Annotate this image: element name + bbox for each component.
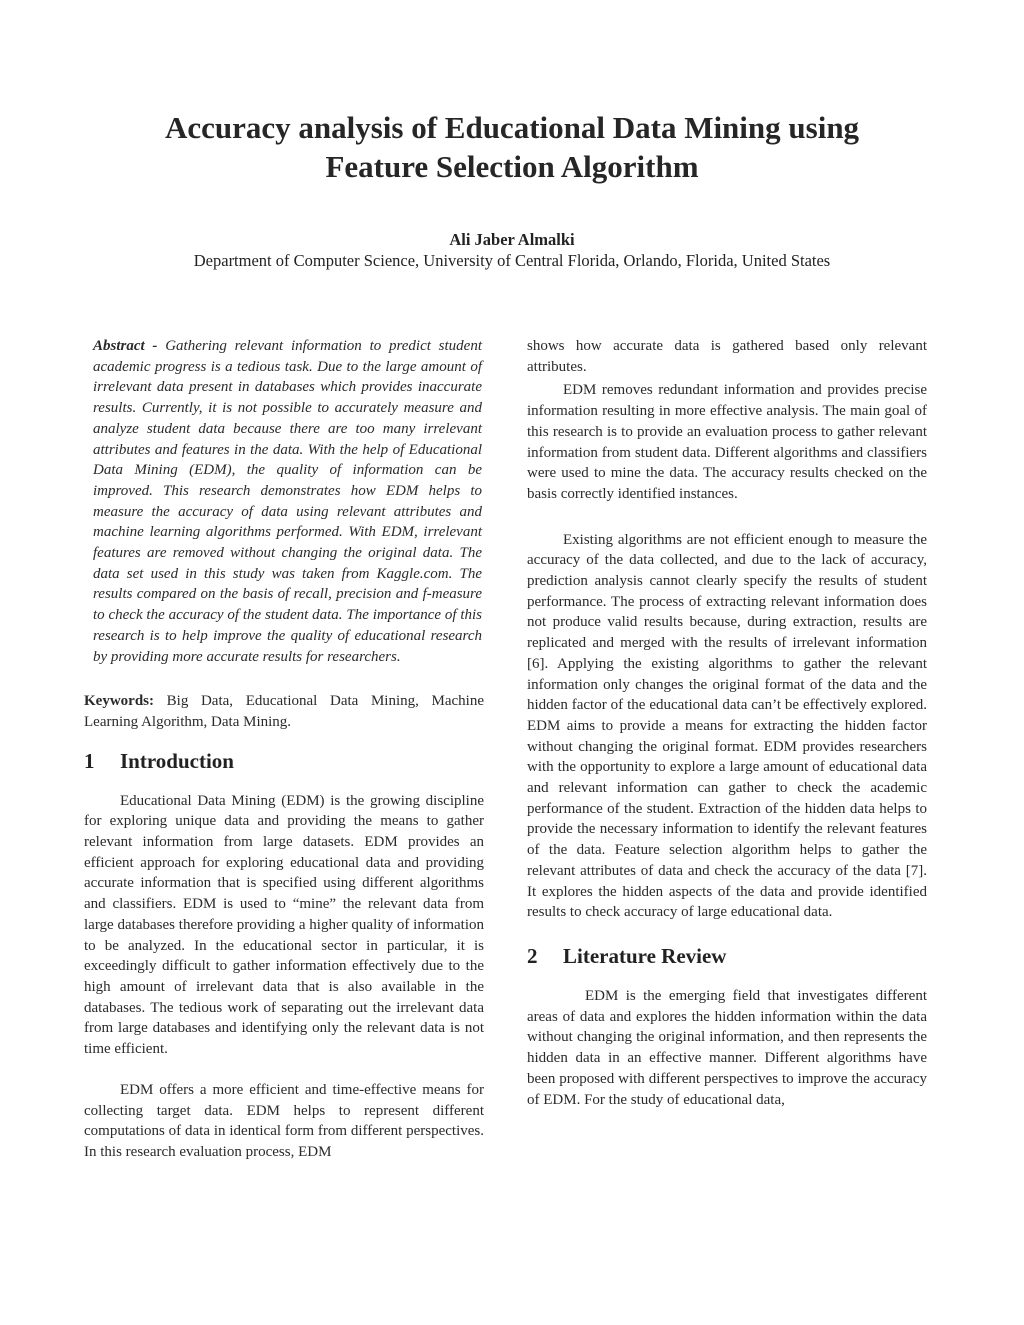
- paragraph: Educational Data Mining (EDM) is the growing discipline for exploring unique data and providing the means to gather relevant information from large datasets. EDM provides an efficient approach for exploring educational data and providing accurate information that is specified using different algorithms and classifiers. EDM is used to “mine” the relevant data from large databases therefore providing a higher quality of information to be analyzed. In the educational sector in particular, it is exceedingly difficult to gather information effectively due to the high amount of irrelevant data that is also available in the databases. The tedious work of separating out the irrelevant data from large databases and identifying only the relevant data is not time efficient.: [84, 792, 484, 1058]
- section-number: 2: [527, 943, 538, 968]
- right-column: [527, 336, 927, 1110]
- paragraph: EDM is the emerging field that investigates different areas of data and explores the hidden information within the data without changing the original information, and then represents the hidden data in an effective manner. Different algorithms have been proposed with different perspectives to improve the accuracy of EDM. For the study of educational data,: [527, 987, 927, 1108]
- title-line-2: Feature Selection Algorithm: [325, 149, 699, 184]
- paper-title: [60, 108, 964, 186]
- abstract-label: Abstract -: [93, 338, 158, 354]
- keywords-label: Keywords:: [84, 693, 154, 710]
- paragraph: EDM offers a more efficient and time-effective means for collecting target data. EDM helps to represent different computations of data in identical form from different perspectives. In this research evaluation process, EDM: [84, 1081, 484, 1160]
- paragraph-continued: shows how accurate data is gathered based only relevant attributes.: [527, 338, 927, 375]
- left-column: [84, 336, 484, 1163]
- title-line-1: Accuracy analysis of Educational Data Mining using: [164, 110, 860, 145]
- author-affiliation: Department of Computer Science, University of Central Florida, Orlando, Florida, United States: [193, 251, 831, 270]
- paragraph: EDM removes redundant information and provides precise information resulting in more effective analysis. The main goal of this research is to provide an evaluation process to gather relevant information from student data. Different algorithms and classifiers were used to mine the data. The accuracy results checked on the basis correctly identified instances.: [527, 382, 927, 502]
- keywords: [84, 691, 484, 732]
- author-name: Ali Jaber Almalki: [449, 230, 575, 249]
- paragraph: Existing algorithms are not efficient enough to measure the accuracy of the data collected, and due to the lack of accuracy, prediction analysis cannot clearly specify the results of student performance. The process of extracting relevant information does not produce valid results because, during extraction, results are replicated and merged with the results of irrelevant information [6]. Applying the existing algorithms to gather the relevant information only changes the original format of the data and the hidden factor of the educational data can’t be effectively explored. EDM aims to provide a means for extracting the hidden factor without changing the original format. EDM provides researchers with the opportunity to explore a large amount of educational data and relevant information can gather to check the academic performance of the student. Extraction of the hidden data helps to provide the necessary information to identify the relevant features of the data. Feature selection algorithm helps to gather the relevant attributes of data and check the accuracy of the data [7]. It explores the hidden aspects of the data and provide identified results to check accuracy of large educational data.: [527, 531, 927, 921]
- keywords-text: Big Data, Educational Data Mining, Machine Learning Algorithm, Data Mining.: [84, 693, 485, 730]
- abstract-text: Gathering relevant information to predict student academic progress is a tedious task. Due to the large amount of irrelevant data present in databases which provides inaccurate results. Currently, it is not possible to accurately measure and analyze student data because there are too many irrelevant attributes and features in the data. With the help of Educational Data Mining (EDM), the quality of information can be improved. This research demonstrates how EDM helps to measure the accuracy of data using relevant attributes and machine learning algorithms performed. With EDM, irrelevant features are removed without changing the original data. The data set used in this study was taken from Kaggle.com. The results compared on the basis of recall, precision and f-measure to check the accuracy of the student data. The importance of this research is to help improve the quality of educational research by providing more accurate results for researchers.: [93, 338, 483, 665]
- section-heading-introduction: [84, 748, 484, 774]
- section-title: Introduction: [120, 748, 234, 773]
- section-title: Literature Review: [563, 943, 727, 968]
- section-number: 1: [84, 748, 95, 773]
- abstract: [84, 336, 482, 667]
- section-heading-literature-review: [527, 943, 927, 969]
